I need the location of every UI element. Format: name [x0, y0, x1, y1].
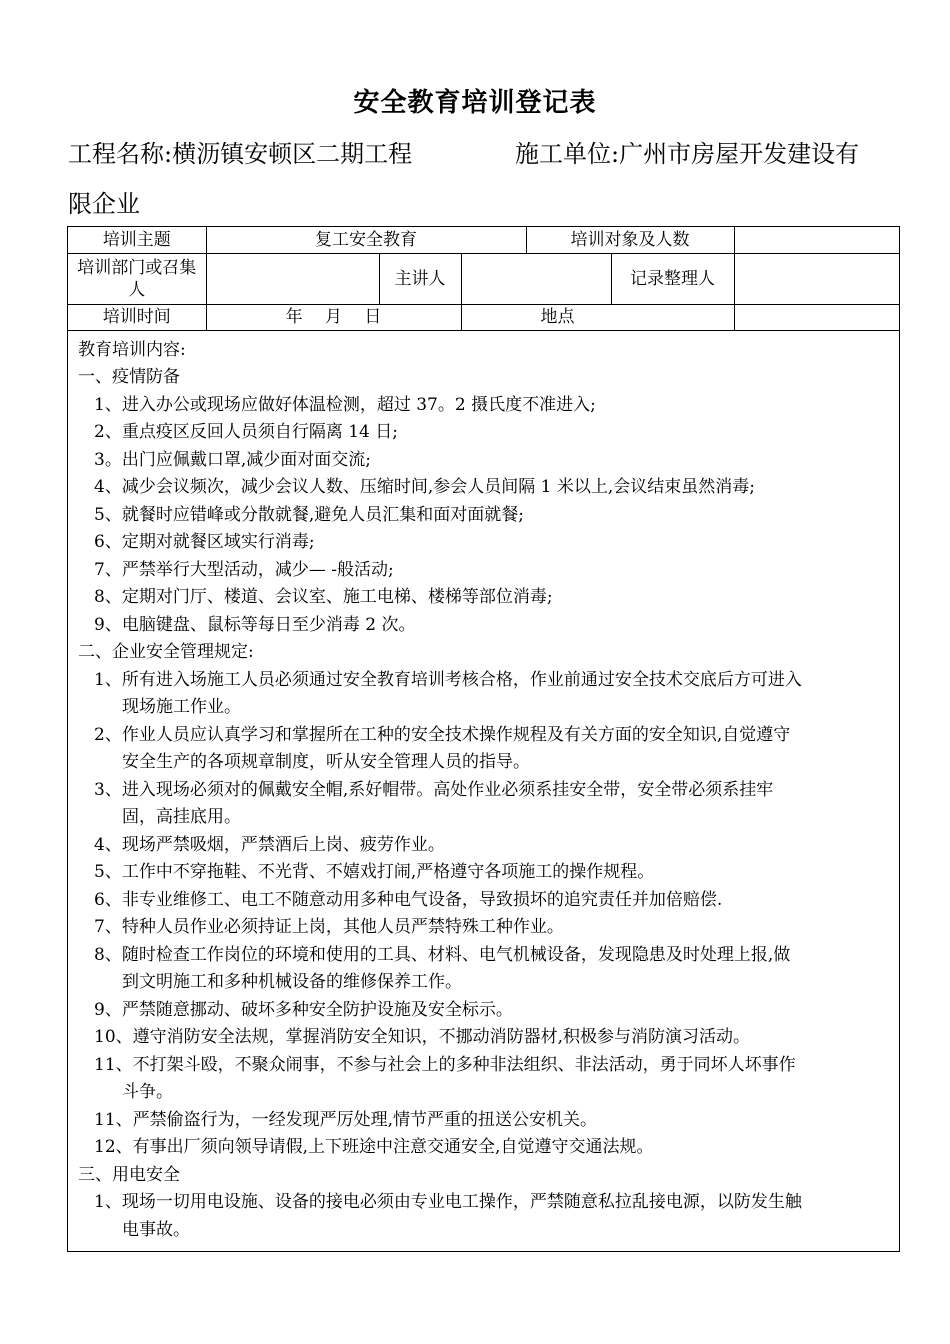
- content-line: 11、不打架斗殴，不聚众闹事，不参与社会上的多种非法组织、非法活动，勇于同坏人坏事作: [94, 1054, 796, 1075]
- registration-form: [67, 226, 900, 1252]
- training-content: [68, 331, 899, 1245]
- contractor-name: 施工单位:广州市房屋开发建设有: [515, 140, 860, 168]
- content-line: 6、非专业维修工、电工不随意动用多种电气设备，导致损坏的追究责任并加倍赔偿.: [94, 889, 723, 910]
- content-line: 1、进入办公或现场应做好体温检测，超过 37。2 摄氏度不准进入;: [94, 394, 596, 415]
- content-line: 安全生产的各项规章制度，听从安全管理人员的指导。: [122, 752, 530, 772]
- content-line: 10、遵守消防安全法规，掌握消防安全知识，不挪动消防器材,积极参与消防演习活动。: [94, 1027, 751, 1047]
- place-label: 地点: [461, 304, 734, 330]
- document-title: 安全教育培训登记表: [353, 88, 597, 118]
- section-heading: 二、企业安全管理规定:: [78, 642, 254, 662]
- topic-label: 培训主题: [68, 227, 206, 253]
- content-line: 7、特种人员作业必须持证上岗，其他人员严禁特殊工种作业。: [94, 917, 564, 937]
- content-line: 2、作业人员应认真学习和掌握所在工种的安全技术操作规程及有关方面的安全知识,自觉遵守: [94, 724, 791, 745]
- content-line: 4、现场严禁吸烟，严禁酒后上岗、疲劳作业。: [94, 834, 445, 855]
- content-line: 5、工作中不穿拖鞋、不光背、不嬉戏打闹,严格遵守各项施工的操作规程。: [94, 862, 655, 882]
- content-line: 斗争。: [122, 1082, 173, 1102]
- section-heading: 教育培训内容:: [78, 339, 186, 360]
- dept-value: [206, 253, 379, 304]
- content-line: 11、严禁偷盗行为，一经发现严厉处理,情节严重的扭送公安机关。: [94, 1109, 598, 1130]
- place-value: [734, 304, 899, 330]
- project-name: 工程名称:横沥镇安顿区二期工程: [68, 140, 413, 168]
- content-line: 3、进入现场必须对的佩戴安全帽,系好帽带。高处作业必须系挂安全带，安全带必须系挂牢: [94, 779, 774, 800]
- topic-value: 复工安全教育: [206, 227, 526, 253]
- speaker-value: [461, 253, 611, 304]
- content-line: 4、减少会议频次，减少会议人数、压缩时间,参会人员间隔 1 米以上,会议结束虽然消毒;: [94, 477, 755, 497]
- dept-label: 培训部门或召集人: [68, 253, 206, 304]
- content-line: 固，高挂底用。: [122, 807, 241, 827]
- section-heading: 三、用电安全: [78, 1164, 180, 1185]
- content-line: 5、就餐时应错峰或分散就餐,避免人员汇集和面对面就餐;: [94, 504, 524, 525]
- content-line: 电事故。: [122, 1219, 190, 1240]
- content-line: 6、定期对就餐区域实行消毒;: [94, 532, 315, 552]
- target-label: 培训对象及人数: [526, 227, 734, 253]
- contractor-name-continued: 限企业: [68, 190, 140, 218]
- target-value: [734, 227, 899, 253]
- content-line: 现场施工作业。: [122, 697, 241, 717]
- content-line: 7、严禁举行大型活动，减少— -般活动;: [94, 559, 394, 580]
- content-line: 2、重点疫区反回人员须自行隔离 14 日;: [94, 422, 398, 442]
- content-line: 9、电脑键盘、鼠标等每日至少消毒 2 次。: [94, 614, 416, 635]
- recorder-label: 记录整理人: [611, 253, 734, 304]
- header-table: [68, 227, 899, 331]
- content-line: 9、严禁随意挪动、破坏多种安全防护设施及安全标示。: [94, 999, 513, 1020]
- time-label: 培训时间: [68, 304, 206, 330]
- speaker-label: 主讲人: [379, 253, 461, 304]
- content-line: 12、有事出厂须向领导请假,上下班途中注意交通安全,自觉遵守交通法规。: [94, 1137, 654, 1157]
- time-value: 年 月 日: [206, 304, 461, 330]
- content-line: 1、现场一切用电设施、设备的接电必须由专业电工操作，严禁随意私拉乱接电源，以防发生触: [94, 1192, 802, 1212]
- content-line: 到文明施工和多种机械设备的维修保养工作。: [122, 972, 462, 992]
- recorder-value: [734, 253, 899, 304]
- content-line: 8、随时检查工作岗位的环境和使用的工具、材料、电气机械设备，发现隐患及时处理上报,做: [94, 944, 791, 965]
- content-line: 1、所有进入场施工人员必须通过安全教育培训考核合格，作业前通过安全技术交底后方可进入: [94, 669, 802, 690]
- content-line: 8、定期对门厅、楼道、会议室、施工电梯、楼梯等部位消毒;: [94, 587, 553, 607]
- section-heading: 一、疫情防备: [78, 367, 180, 387]
- content-line: 3。出门应佩戴口罩,减少面对面交流;: [94, 449, 371, 470]
